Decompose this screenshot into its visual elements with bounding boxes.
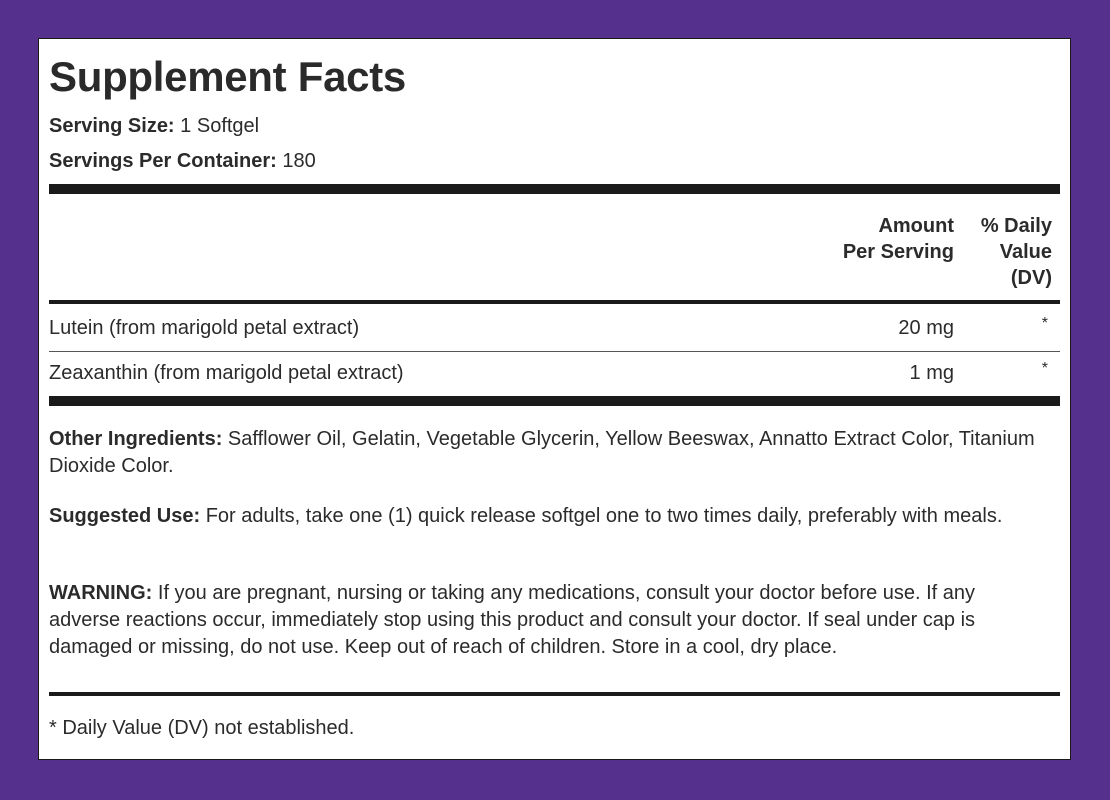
servings-per-container — [49, 150, 316, 173]
divider-row — [49, 351, 1060, 352]
warning-text: If you are pregnant, nursing or taking any medications, consult your doctor before use. If any adverse reactions occur, immediately stop using this product and consult your doctor. If seal under cap is damaged or missing, do not use. Keep out of reach of children. Store in a cool, dry place. — [49, 582, 976, 658]
divider-thick-bottom — [49, 396, 1060, 406]
footnote: * Daily Value (DV) not established. — [49, 717, 355, 739]
header-amount-line-2: Per Serving — [842, 241, 954, 263]
ingredient-amount: 1 mg — [909, 362, 954, 384]
supplement-facts-panel — [38, 38, 1071, 760]
divider-footnote — [49, 692, 1060, 696]
panel-content — [49, 39, 1060, 759]
ingredient-dv: * — [1041, 360, 1048, 377]
warning — [49, 580, 1048, 661]
suggested-use-label: Suggested Use: — [49, 505, 201, 527]
header-dv-line-2: Value — [999, 241, 1052, 263]
header-amount-line-1: Amount — [878, 215, 954, 237]
suggested-use-text: For adults, take one (1) quick release softgel one to two times daily, preferably with meals. — [205, 505, 1003, 527]
serving-size-label: Serving Size: — [49, 115, 175, 137]
other-ingredients-label: Other Ingredients: — [49, 428, 223, 450]
header-daily-value — [981, 213, 1052, 291]
divider-thick-top — [49, 184, 1060, 194]
ingredient-amount: 20 mg — [898, 317, 954, 339]
ingredient-dv: * — [1041, 315, 1048, 332]
page-title: Supplement Facts — [49, 53, 406, 100]
warning-label: WARNING: — [49, 582, 153, 604]
other-ingredients — [49, 426, 1048, 480]
serving-size-value: 1 Softgel — [180, 115, 260, 137]
servings-per-container-label: Servings Per Container: — [49, 150, 277, 172]
table-row — [49, 317, 1060, 343]
header-amount-per-serving — [843, 213, 954, 265]
ingredient-name: Lutein (from marigold petal extract) — [49, 317, 360, 339]
header-dv-line-1: % Daily — [980, 215, 1052, 237]
servings-per-container-value: 180 — [282, 150, 316, 172]
ingredient-name: Zeaxanthin (from marigold petal extract) — [49, 362, 404, 384]
table-row — [49, 362, 1060, 388]
serving-size — [49, 115, 259, 138]
divider-header — [49, 300, 1060, 304]
suggested-use — [49, 503, 1048, 530]
other-ingredients-text: Safflower Oil, Gelatin, Vegetable Glycerin, Yellow Beeswax, Annatto Extract Color, Titanium Dioxide Color. — [49, 428, 1035, 477]
header-dv-line-3: (DV) — [1010, 267, 1052, 289]
